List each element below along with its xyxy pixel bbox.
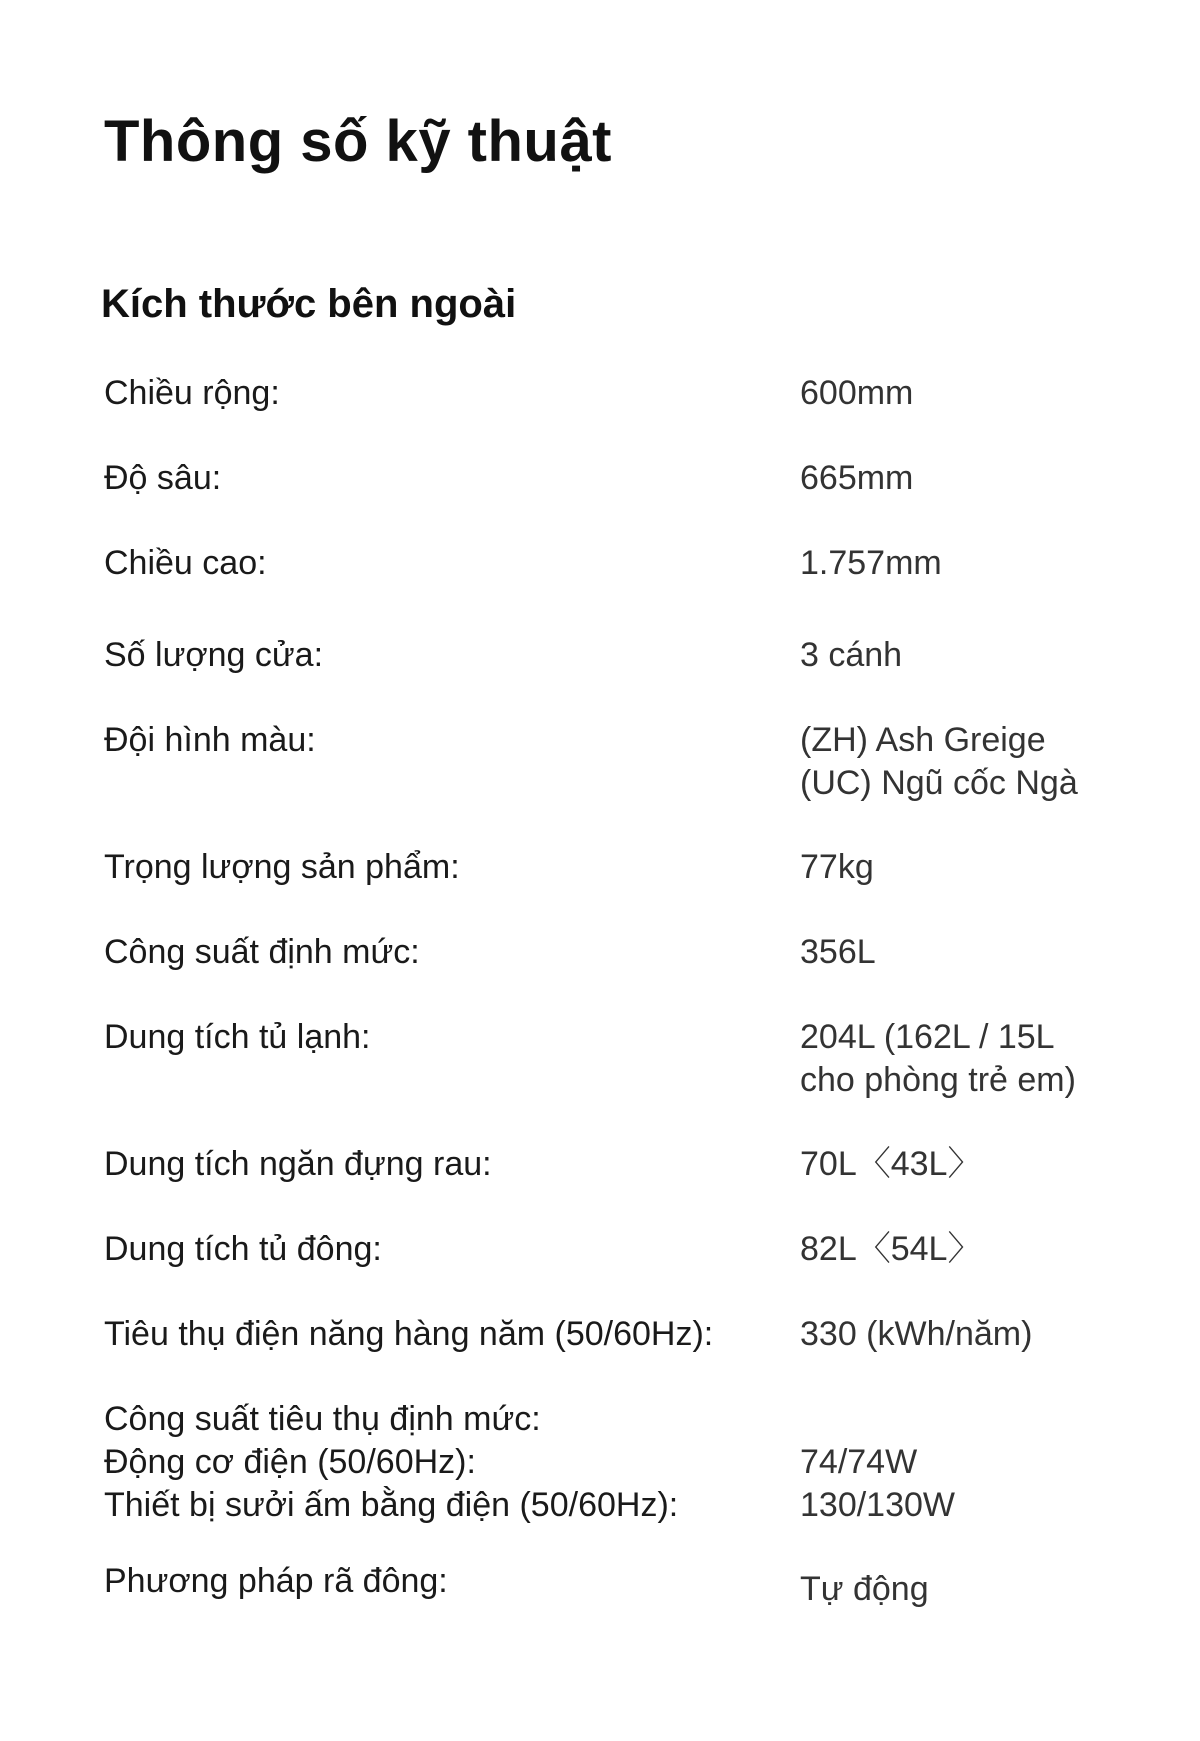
spec-label: Trọng lượng sản phẩm:: [104, 848, 460, 886]
spec-value-line: [800, 1398, 1130, 1441]
spec-value: 600mm: [800, 374, 914, 412]
spec-value: 82L〈54L〉: [800, 1230, 982, 1268]
spec-value-line: (ZH) Ash Greige: [800, 721, 1046, 759]
spec-value: 70L〈43L〉: [800, 1145, 982, 1183]
section-title: Kích thước bên ngoài: [101, 282, 517, 326]
spec-label-line: Động cơ điện (50/60Hz):: [104, 1443, 476, 1481]
spec-value: [800, 1016, 1130, 1102]
spec-label: Dung tích tủ đông:: [104, 1230, 382, 1268]
spec-value: [800, 1398, 1130, 1527]
spec-value-line: 130/130W: [800, 1486, 955, 1524]
spec-label-line: Thiết bị sưởi ấm bằng điện (50/60Hz):: [104, 1486, 679, 1524]
spec-label: Công suất định mức:: [104, 933, 420, 971]
spec-value: 330 (kWh/năm): [800, 1315, 1033, 1353]
spec-label: Tiêu thụ điện năng hàng năm (50/60Hz):: [104, 1315, 714, 1353]
page-title: Thông số kỹ thuật: [104, 109, 612, 174]
spec-label: Đội hình màu:: [104, 721, 316, 759]
spec-value: 665mm: [800, 459, 914, 497]
spec-label: Dung tích ngăn đựng rau:: [104, 1145, 492, 1183]
spec-label: Chiều cao:: [104, 544, 267, 582]
spec-label: Số lượng cửa:: [104, 636, 324, 674]
spec-value-line: 74/74W: [800, 1443, 918, 1481]
spec-value: Tự động: [800, 1570, 929, 1608]
spec-label: [104, 1398, 794, 1527]
spec-value: [800, 719, 1130, 805]
spec-label: Dung tích tủ lạnh:: [104, 1018, 371, 1056]
spec-value: 77kg: [800, 848, 874, 886]
spec-label: Độ sâu:: [104, 459, 222, 497]
spec-label: Phương pháp rã đông:: [104, 1562, 448, 1600]
spec-value: 356L: [800, 933, 876, 971]
spec-value: 1.757mm: [800, 544, 942, 582]
spec-value-line: (UC) Ngũ cốc Ngà: [800, 764, 1078, 802]
spec-value-line: cho phòng trẻ em): [800, 1061, 1076, 1099]
spec-value-line: 204L (162L / 15L: [800, 1018, 1055, 1056]
spec-label: Chiều rộng:: [104, 374, 280, 412]
spec-label-line: Công suất tiêu thụ định mức:: [104, 1400, 541, 1438]
spec-value: 3 cánh: [800, 636, 903, 674]
